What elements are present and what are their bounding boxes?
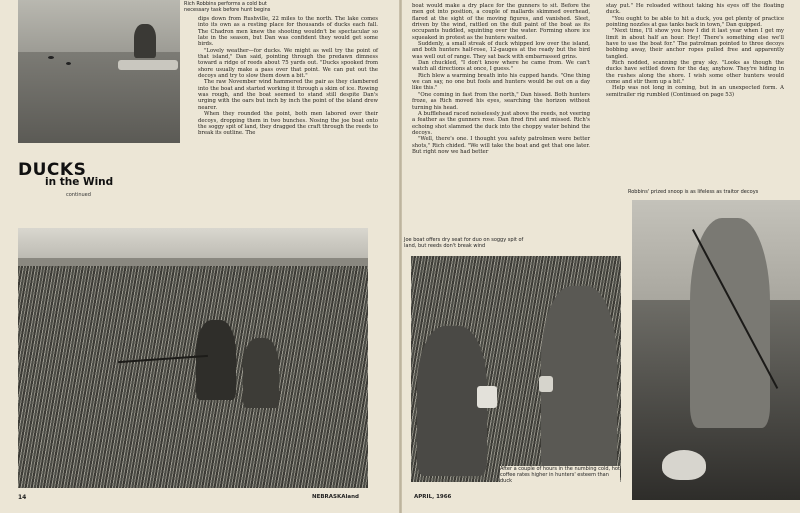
paragraph: A bufflehead raced noiselessly just above the reeds, not veering a feather as the gunners rose. Dan fired first and missed. Rich's echoing shot slammed the duck into the choppy water behind the decoys. xyxy=(412,110,590,136)
paragraph: "Well, there's one. I thought you safety patrolmen were better shots," Rich chided. "We will take the boat and get that one later. But right now we had better xyxy=(412,136,590,155)
caption-joe-boat: Joe boat offers dry seat for duo on soggy spit of land, but reeds don't break wind xyxy=(404,237,524,249)
photo-hunters-in-reeds xyxy=(18,228,368,488)
right-page-column-1 xyxy=(412,3,590,155)
photo-decoy-setting xyxy=(18,0,180,143)
paragraph: Suddenly, a small streak of duck whipped low over the island, and both hunters half-rose, 12-gauges at the ready but the bird was well out of range. They sat back with embarrassed grins. xyxy=(412,41,590,60)
paragraph: Rich blew a warming breath into his cupped hands. "One thing we can say, no one but fools and hunters would be out on a day like this." xyxy=(412,72,590,92)
right-page-column-2 xyxy=(606,3,784,98)
magazine-name: NEBRASKAland xyxy=(312,494,359,500)
article-title: DUCKS xyxy=(18,160,87,180)
left-page-column xyxy=(198,16,378,137)
photo-hunter-with-decoy xyxy=(632,200,800,500)
paragraph: Rich nodded, scanning the gray sky. "Looks as though the ducks have settled down for the day, anyhow. They're hiding in the rushes along the shore. I wish some other hunters would come and stir them up a bit." xyxy=(606,60,784,86)
paragraph: dips down from Rushville, 22 miles to the north. The lake comes into its own as a resting place for thousands of ducks each fall. The Chadron men knew the shooting wouldn't be spectacular so late in the season, but Dan was confident they would get some birds. xyxy=(198,16,378,48)
article-subtitle: in the Wind xyxy=(45,176,114,188)
paragraph: "Lovely weather—for ducks. We might as well try the point of that island," Dan said, pointing through the predawn dimness toward a ridge of reeds about 75 yards out. "Ducks spooked from shore usually make a pass over that point. We can put out the decoys and try to slow them down a bit." xyxy=(198,47,378,80)
spread-gutter xyxy=(399,0,402,513)
continued-label: continued xyxy=(66,192,91,198)
paragraph: "You ought to be able to hit a duck, you get plenty of practice pointing nozzles at gas tanks back in town," Dan quipped. xyxy=(606,15,784,29)
paragraph: The raw November wind hammered the pair as they clambered into the boat and started working it through a skim of ice. Rowing was rough, and the boat seemed to stand still despite Dan's urging with the oars but inch by inch the point of the island drew nearer. xyxy=(198,79,378,111)
paragraph: boat would make a dry place for the gunners to sit. Before the men got into position, a couple of mallards skimmed overhead, flared at the sight of the moving figures, and vanished. Sleet, driven by the wind, rattled on the dull paint of the boat as its occupants huddled, squinting over the water. Forming shore ice squeaked in protest as the hunters waited. xyxy=(412,3,590,41)
paragraph: "One coming in fast from the north," Dan hissed. Both hunters froze, as Rich moved his eyes, searching the horizon without turning his head. xyxy=(412,91,590,111)
top-photo-caption: Rich Robbins performs a cold but necessary task before hunt begins xyxy=(184,1,271,13)
page-number-left: 14 xyxy=(18,494,27,501)
issue-date: APRIL, 1966 xyxy=(414,494,452,500)
paragraph: When they rounded the point, both men labored over their decoys, dropping them in two bunches. Nosing the joe boat onto the soggy spit of land, they dragged the craft through the reeds to break its outline. The xyxy=(198,111,378,137)
photo-coffee-break xyxy=(411,256,621,482)
paragraph: Dan chuckled, "I don't know where he came from. We can't watch all directions at once, I guess." xyxy=(412,60,590,73)
paragraph: stay put." He reloaded without taking his eyes off the floating duck. xyxy=(606,3,784,16)
paragraph: "Next time, I'll show you how I did it last year when I get my limit in about half an hour. Hey! There's something else we'll have to use the boat for." The patrolman pointed to three decoys bobbing away, their anchor ropes pulled free and apparently tangled. xyxy=(606,28,784,60)
caption-coffee: After a couple of hours in the numbing cold, hot coffee rates higher in hunters' esteem than duck xyxy=(500,466,620,484)
caption-decoys: Robbins' prized snoop is as lifeless as traitor decoys xyxy=(628,189,759,195)
paragraph: Help was not long in coming, but in an unexpected form. A semitrailer rig rumbled (Continued on page 53) xyxy=(606,85,784,98)
